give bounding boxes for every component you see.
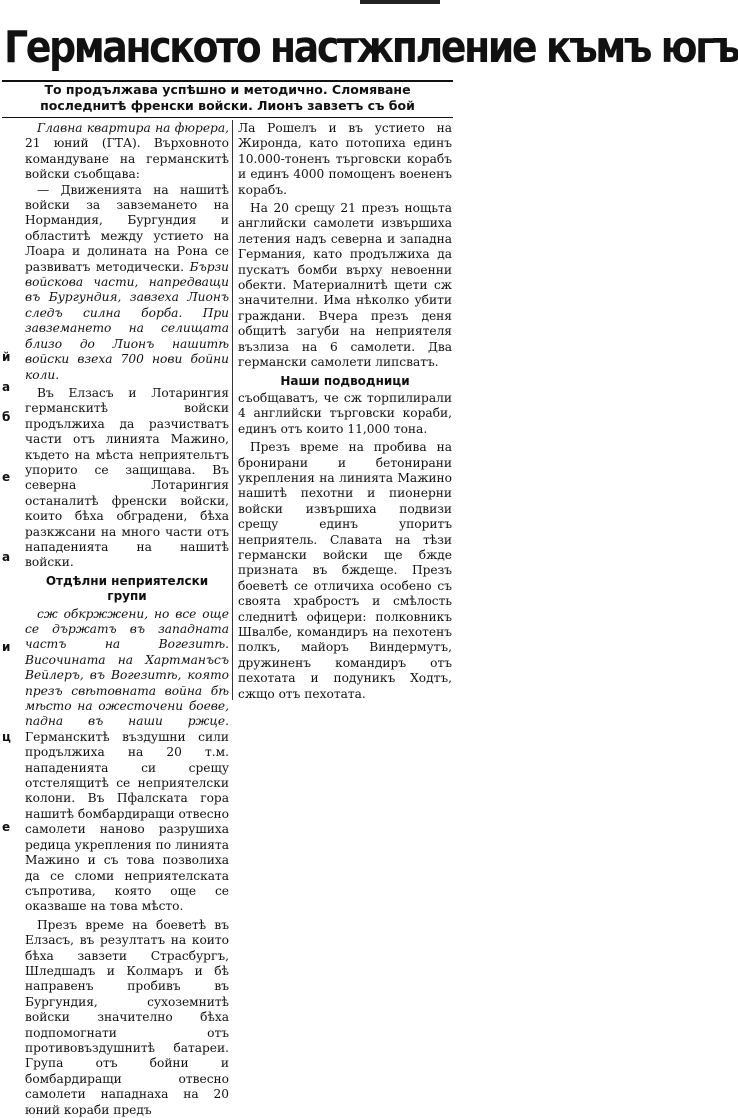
column-rule [232,120,233,700]
subheadline: То продължава успѣшно и методично. Сломяване последнитѣ френски войски. Лионъ завзетъ съ бой [40,82,415,113]
margin-char: й [2,350,11,364]
dateline: Главна квартира на фюрера, [37,121,229,135]
margin-char: и [2,640,11,654]
margin-char: е [2,470,11,484]
paragraph: Въ Елзасъ и Лотарингия германскитѣ войски продължиха да разчистватъ части отъ линията Мажино, където на мѣста неприятельтъ упорито се защищава. Въ северна Лотарингия останалитѣ френски войски, които бѣха обградени, бѣха разкжсани на много части отъ нападенията на нашитѣ войски. [25,385,229,570]
paragraph: Ла Рошелъ и въ устието на Жиронда, като потопиха единъ 10.000-тоненъ търговски корабъ и единъ 4000 помощенъ воененъ корабъ. [238,121,452,197]
right-column [238,121,452,702]
paragraph: — Движенията на нашитѣ войски за завземането на Нормандия, Бургундия и областитѣ между устието на Лоара и долината на Рона се развиватъ методически. Бързи войскова части, напредващи въ Бургундия, завзеха Лионъ следъ силна борба. При завземането на селищата близо до Лионъ нашитѣ войски взеха 700 нови бойни коли. [25,182,229,382]
paragraph: Презъ време на боеветѣ въ Елзасъ, въ резултатъ на които бѣха завзети Страсбургъ, Шледшадъ и Колмаръ и бѣ направенъ пробивъ въ Бургундия, сухоземнитѣ войски значително бѣха подпомогнати отъ противовъздушнитѣ батареи. Група отъ бойни и бомбардиращи отвесно самолети нападнаха на 20 юний кораби предъ [25,917,229,1117]
paragraph: На 20 срещу 21 презъ нощьта английски самолети извършиха летения надъ северна и западна Германия, като продължиха да пускатъ бомби върху невоенни обекти. Материалнитѣ щети сж значителни. Има нѣколко убити граждани. Вчера презъ деня общитѣ загуби на неприятеля възлиза на 6 самолети. Два германски самолети липсватъ. [238,201,452,370]
paragraph: Презъ време на пробива на бронирани и бетонирани укрепления на линията Мажино нашитѣ пехотни и пионерни войски извършиха подвизи срещу единъ упоритъ неприятель. Славата на тѣзи германски войски ще бжде призната въ бждеще. Презъ боеветѣ се отличиха особено съ своята храбростъ и смѣлость следнитѣ офицери: полковникъ Швалбе, командиръ на пехотенъ полкъ, майоръ Виндермутъ, дружиненъ командиръ отъ пехотата и подуникъ Ходтъ, сжщо отъ пехотата. [238,440,452,701]
left-margin-fragments [0,350,14,870]
section-heading: Отдѣлни неприятелски групи [45,573,209,604]
margin-char: а [2,550,11,564]
section-heading: Наши подводници [280,373,410,388]
paragraph: Главна квартира на фюрера, 21 юний (ГТА). Върховното командуване на германскитѣ войски съобщава: [25,121,229,182]
margin-char: ц [2,730,11,744]
margin-char: е [2,820,11,834]
headline: Германското настжпление къмъ югъ [4,21,738,73]
subheadline-rule [2,117,453,118]
margin-char: а [2,380,11,394]
paragraph: сж обкржжени, но все още се държатъ въ западната частъ на Вогезитѣ. Височината на Хартманъсъ Вейлеръ, въ Вогезитѣ, която презъ свѣтовната война бѣ мѣсто на ожесточени боеве, падна въ наши ржце. Германскитѣ въздушни сили продължиха на 20 т.м. нападенията си срещу отстелящитѣ се неприятелски колони. Въ Пфалската гора нашитѣ бомбардиращи отвесно самолети наново разрушиха редица укрепления по линията Мажино и съ това позволиха да се сломи неприятелската съпротива, която още се оказваше на това мѣсто. [25,606,229,914]
paragraph: съобщаватъ, че сж торпилирали 4 английски търговски кораби, единъ отъ които 11,000 тона. [238,390,452,436]
top-edge-rule [360,0,440,4]
left-column [25,121,229,1118]
margin-char: б [2,410,11,424]
